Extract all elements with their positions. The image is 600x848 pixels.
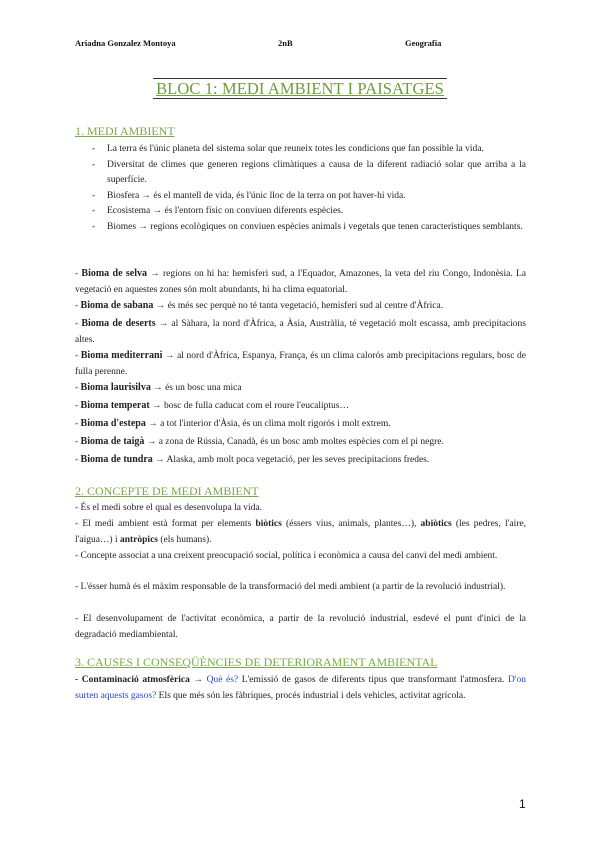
page-number: 1 <box>519 797 526 811</box>
title-wrap <box>0 78 600 99</box>
section1-bullet-list <box>92 142 526 235</box>
biome-laurisilva: - Bioma laurisilva → és un bosc una mica <box>75 382 242 393</box>
page-title: BLOC 1: MEDI AMBIENT I PAISATGES <box>153 78 447 99</box>
class-group: 2nB <box>278 38 293 48</box>
section2-line-4: - L'ésser humà és el màxim responsable de la transformació del medi ambient (a partir de la revolució industrial). <box>75 582 506 592</box>
section1-heading: 1. MEDI AMBIENT <box>75 124 175 138</box>
biome-temperat: - Bioma temperat → bosc de fulla caducat com el roure l'eucaliptus… <box>75 400 349 411</box>
biome-sabana: - Bioma de sabana → és més sec perquè no té tanta vegetació, hemisferi sud al centre d'Àfrica. <box>75 300 444 311</box>
section2-line-3: - Concepte associat a una creixent preocupació social, política i econòmica a causa del canvi del medi ambient. <box>75 551 498 561</box>
section2-line-1: - És el medi sobre el qual es desenvolupa la vida. <box>75 503 263 513</box>
section2-heading: 2. CONCEPTE DE MEDI AMBIENT <box>75 484 259 498</box>
biome-taiga: - Bioma de taigà → a zona de Rússia, Canadà, és un bosc amb moltes espècies com el pi negre. <box>75 436 444 447</box>
section2-line-2: - El medi ambient està format per elements biòtics (éssers vius, animals, plantes…), abiòtics (les pedres, l'aire, l'aigua…) i antròpics (els humans). <box>75 519 526 545</box>
biome-deserts: - Bioma de deserts → al Sàhara, la nord d'Àfrica, a Àsia, Austràlia, té vegetació molt escassa, amb precipitacions altes. <box>75 318 526 345</box>
biome-estepa: - Bioma d'estepa → a tot l'interior d'Àsia, és un clima molt rigorós i molt extrem. <box>75 418 391 429</box>
subject-name: Geografia <box>405 38 442 48</box>
biome-selva: - Bioma de selva → regions on hi ha: hemisferi sud, a l'Equador, Amazones, la veta del riu Congo, Indonèsia. La vegetació en aquestes zones són molt abundants, hi ha clima equatorial. <box>75 268 526 295</box>
list-item: - La terra és l'únic planeta del sistema solar que reuneix totes les condicions que fan possible la vida. <box>92 144 484 154</box>
biome-tundra: - Bioma de tundra → Alaska, amb molt poca vegetació, per les seves precipitacions fredes. <box>75 454 430 465</box>
section3-paragraph: - Contaminació atmosfèrica → Què és? L'emissió de gasos de diferents tipus que transformant l'atmosfera. D'on surten aquests gasos? Els que més són les fàbriques, procés industrial i dels vehicles, activitat agrícola. <box>75 675 527 701</box>
list-item: - Diversitat de climes que generen regions climàtiques a causa de la diferent radiació solar que arriba a la superfície. <box>92 159 526 185</box>
list-item: - Biomes → regions ecològiques on conviuen espècies animals i vegetals que tenen característiques semblants. <box>92 221 523 232</box>
list-item: - Ecosistema → és l'entorn físic on conviuen diferents espècies. <box>92 206 344 216</box>
list-item: - Biosfera → és el mantell de vida, és l'únic lloc de la terra on pot haver-hi vida. <box>92 190 406 201</box>
section3-heading: 3. CAUSES I CONSEQÜÈNCIES DE DETERIORAMENT AMBIENTAL <box>75 655 438 669</box>
biome-mediterrani: - Bioma mediterrani → al nord d'Àfrica, Espanya, França, és un clima calorós amb precipitacions regulars, bosc de fulla perenne. <box>75 350 526 377</box>
author-name: Ariadna Gonzalez Montoya <box>75 38 176 48</box>
section2-line-5: - El desenvolupament de l'activitat econòmica, a partir de la revolució industrial, esdevé el punt d'inici de la degradació mediambiental. <box>75 614 526 640</box>
